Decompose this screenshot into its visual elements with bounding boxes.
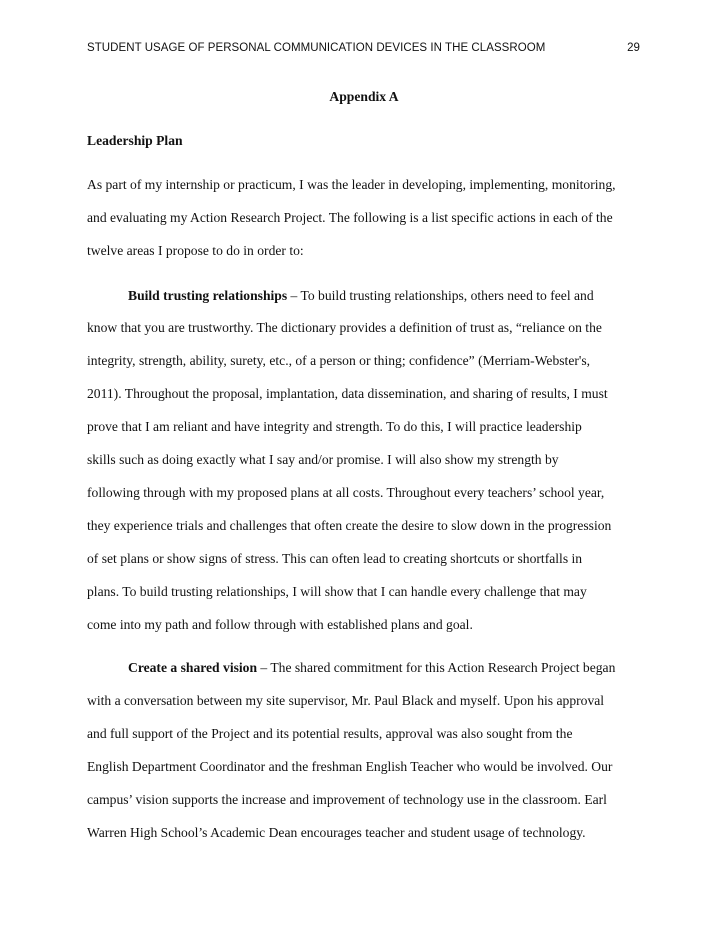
body-line: integrity, strength, ability, surety, etc., of a person or thing; confidence” (Merriam-Webster's,: [87, 353, 591, 368]
bold-lead-trust: Build trusting relationships: [128, 288, 288, 303]
body-line: know that you are trustworthy. The dictionary provides a definition of trust as, “reliance on the: [87, 320, 602, 335]
paragraph-first-line: [128, 661, 615, 675]
running-header: [87, 42, 640, 54]
bold-lead-vision: Create a shared vision: [128, 660, 258, 675]
appendix-title: Appendix A: [329, 89, 399, 104]
body-line: plans. To build trusting relationships, I will show that I can handle every challenge that may: [87, 584, 587, 599]
first-line-text: – The shared commitment for this Action Research Project began: [257, 660, 616, 675]
intro-line: twelve areas I propose to do in order to:: [87, 243, 304, 258]
section-heading: Leadership Plan: [87, 133, 183, 148]
body-line: and full support of the Project and its potential results, approval was also sought from the: [87, 726, 573, 741]
body-line: campus’ vision supports the increase and improvement of technology use in the classroom. Earl: [87, 792, 607, 807]
body-line: they experience trials and challenges that often create the desire to slow down in the progression: [87, 518, 612, 533]
page-number: 29: [627, 42, 640, 54]
body-line: 2011). Throughout the proposal, implantation, data dissemination, and sharing of results, I must: [87, 386, 608, 401]
body-line: with a conversation between my site supervisor, Mr. Paul Black and myself. Upon his approval: [87, 693, 605, 708]
body-line: following through with my proposed plans at all costs. Throughout every teachers’ school year,: [87, 485, 605, 500]
body-line: Warren High School’s Academic Dean encourages teacher and student usage of technology.: [87, 825, 586, 840]
body-line: come into my path and follow through with established plans and goal.: [87, 617, 473, 632]
running-title: STUDENT USAGE OF PERSONAL COMMUNICATION DEVICES IN THE CLASSROOM: [87, 42, 546, 54]
intro-line: and evaluating my Action Research Project. The following is a list specific actions in each of the: [87, 210, 613, 225]
paragraph-first-line: [128, 289, 594, 303]
body-line: skills such as doing exactly what I say and/or promise. I will also show my strength by: [87, 452, 559, 467]
intro-line: As part of my internship or practicum, I was the leader in developing, implementing, monitoring,: [87, 177, 616, 192]
body-line: English Department Coordinator and the freshman English Teacher who would be involved. Our: [87, 759, 613, 774]
first-line-text: – To build trusting relationships, others need to feel and: [287, 288, 594, 303]
body-line: of set plans or show signs of stress. This can often lead to creating shortcuts or shortfalls in: [87, 551, 583, 566]
body-line: prove that I am reliant and have integrity and strength. To do this, I will practice leadership: [87, 419, 582, 434]
